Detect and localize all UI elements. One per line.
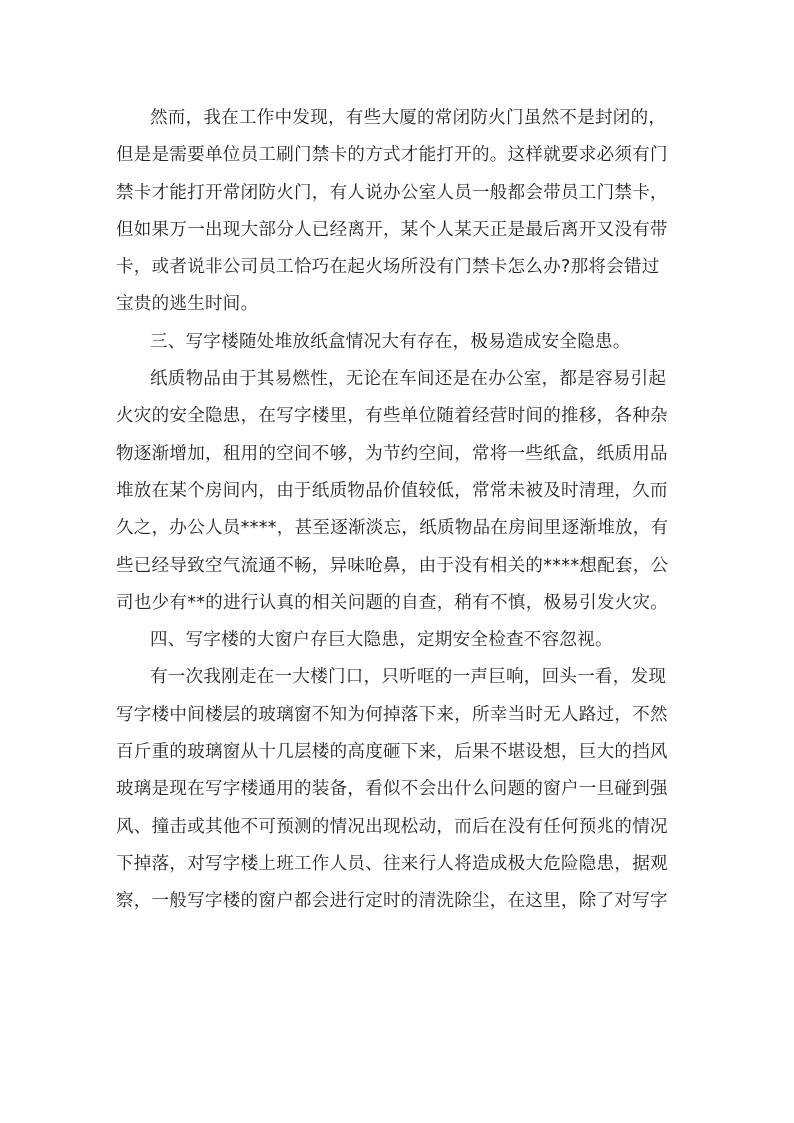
paragraph-2-line-3: 物逐渐增加，租用的空间不够，为节约空间，常将一些纸盒，纸质用品 — [116, 443, 668, 464]
section-heading-4: 四、写字楼的大窗户存巨大隐患，定期安全检查不容忽视。 — [150, 630, 613, 651]
paragraph-3-line-6: 下掉落，对写字楼上班工作人员、往来行人将造成极大危险隐患，据观 — [116, 853, 668, 874]
paragraph-3-line-7: 察，一般写字楼的窗户都会进行定时的清洗除尘，在这里，除了对写字 — [116, 891, 668, 912]
paragraph-3-line-3: 百斤重的玻璃窗从十几层楼的高度砸下来，后果不堪设想，巨大的挡风 — [116, 742, 668, 763]
paragraph-3-line-2: 写字楼中间楼层的玻璃窗不知为何掉落下来，所幸当时无人路过，不然 — [116, 704, 668, 725]
paragraph-1-line-6: 宝贵的逃生时间。 — [116, 294, 259, 315]
document-body — [116, 100, 676, 921]
section-heading-3: 三、写字楼随处堆放纸盒情况大有存在，极易造成安全隐患。 — [150, 331, 631, 352]
paragraph-1-line-2: 但是是需要单位员工刷门禁卡的方式才能打开的。这样就要求必须有门 — [116, 145, 668, 166]
paragraph-2-line-4: 堆放在某个房间内，由于纸质物品价值较低，常常未被及时清理，久而 — [116, 480, 668, 501]
paragraph-1-line-5: 卡，或者说非公司员工恰巧在起火场所没有门禁卡怎么办?那将会错过 — [116, 257, 660, 278]
paragraph-1-line-4: 但如果万一出现大部分人已经离开，某个人某天正是最后离开又没有带 — [116, 219, 668, 240]
paragraph-2-line-6: 些已经导致空气流通不畅，异味呛鼻，由于没有相关的****想配套，公 — [116, 555, 669, 576]
paragraph-3-line-1: 有一次我刚走在一大楼门口，只听哐的一声巨响，回头一看，发现 — [150, 667, 667, 688]
paragraph-3-line-5: 风、撞击或其他不可预测的情况出现松动，而后在没有任何预兆的情况 — [116, 816, 668, 837]
paragraph-1-line-3: 禁卡才能打开常闭防火门，有人说办公室人员一般都会带员工门禁卡， — [116, 182, 668, 203]
paragraph-3-line-4: 玻璃是现在写字楼通用的装备，看似不会出什么问题的窗户一旦碰到强 — [116, 779, 668, 800]
paragraph-2-line-7: 司也少有**的进行认真的相关问题的自查，稍有不慎，极易引发火灾。 — [116, 592, 669, 613]
paragraph-1-line-1: 然而，我在工作中发现，有些大厦的常闭防火门虽然不是封闭的， — [150, 108, 667, 128]
paragraph-2-line-1: 纸质物品由于其易燃性，无论在车间还是在办公室，都是容易引起 — [150, 369, 667, 390]
paragraph-2-line-2: 火灾的安全隐患，在写字楼里，有些单位随着经营时间的推移，各种杂 — [116, 406, 668, 427]
paragraph-2-line-5: 久之，办公人员****，甚至逐渐淡忘，纸质物品在房间里逐渐堆放，有 — [116, 518, 669, 539]
